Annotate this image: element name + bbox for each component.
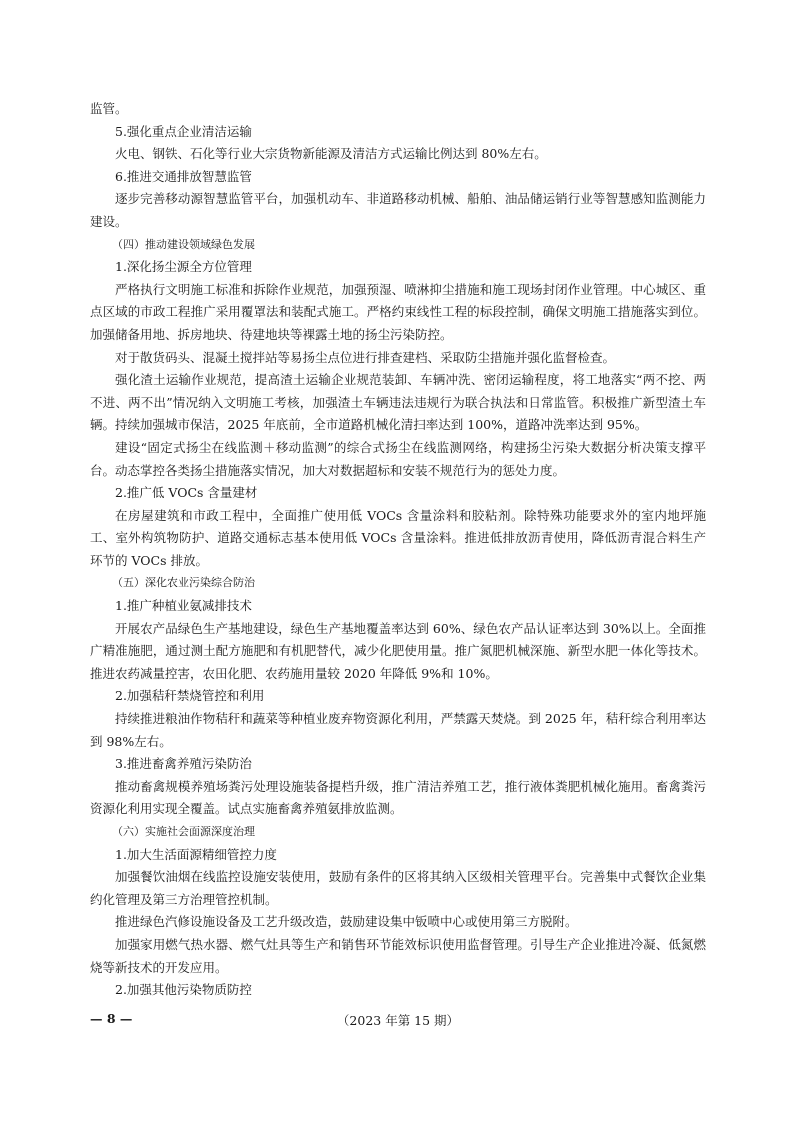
document-body (90, 98, 706, 1002)
paragraph: 强化渣土运输作业规范，提高渣土运输企业规范装卸、车辆冲洗、密闭运输程度，将工地落实“两不挖、两不进、两不出”情况纳入文明施工考核，加强渣土车辆违法违规行为联合执法和日常监管。积极推广新型渣土车辆。持续加强城市保洁，2025 年底前，全市道路机械化清扫率达到 100%，道路冲洗率达到 95%。 (90, 372, 706, 433)
item-heading: 1.深化扬尘源全方位管理 (115, 259, 252, 275)
item-heading: 3.推进畜禽养殖污染防治 (115, 756, 252, 772)
paragraph: 建设“固定式扬尘在线监测＋移动监测”的综合式扬尘在线监测网络，构建扬尘污染大数据分析决策支撑平台。动态掌控各类扬尘措施落实情况，加大对数据超标和安装不规范行为的惩处力度。 (90, 439, 706, 478)
page-number: — 8 — (90, 1011, 133, 1026)
item-heading: 5.强化重点企业清洁运输 (115, 123, 252, 139)
item-heading: 2.推广低 VOCs 含量建材 (115, 485, 258, 501)
paragraph: 开展农产品绿色生产基地建设，绿色生产基地覆盖率达到 60%、绿色农产品认证率达到 30%以上。全面推广精准施肥，通过测土配方施肥和有机肥替代，减少化肥使用量。推广氮肥机械深施、新型水肥一体化等技术。推进农药减量控害，农田化肥、农药施用量较 2020 年降低 9%和 10%。 (90, 620, 706, 681)
section-heading: （四）推动建设领域绿色发展 (112, 237, 255, 251)
item-heading: 2.加强其他污染物质防控 (115, 982, 252, 998)
issue-label: （2023 年第 15 期） (336, 1013, 460, 1028)
item-heading: 1.加大生活面源精细管控力度 (115, 846, 277, 862)
paragraph: 加强家用燃气热水器、燃气灶具等生产和销售环节能效标识使用监督管理。引导生产企业推进冷凝、低氮燃烧等新技术的开发应用。 (90, 936, 706, 975)
item-heading: 1.推广种植业氨减排技术 (115, 598, 252, 614)
section-heading: （六）实施社会面源深度治理 (112, 825, 255, 838)
paragraph-continuation: 监管。 (90, 101, 128, 116)
paragraph: 推动畜禽规模养殖场粪污处理设施装备提档升级，推广清洁养殖工艺，推行液体粪肥机械化施用。畜禽粪污资源化利用实现全覆盖。试点实施畜禽养殖氨排放监测。 (90, 778, 706, 817)
paragraph: 对于散货码头、混凝土搅拌站等易扬尘点位进行排查建档、采取防尘措施并强化监督检查。 (115, 349, 616, 365)
section-heading: （五）深化农业污染综合防治 (112, 576, 255, 590)
paragraph: 严格执行文明施工标准和拆除作业规范，加强预湿、喷淋抑尘措施和施工现场封闭作业管理。中心城区、重点区域的市政工程推广采用覆罩法和装配式施工。严格约束线性工程的标段控制，确保文明施工措施落实到位。加强储备用地、拆房地块、待建地块等裸露土地的扬尘污染防控。 (90, 281, 706, 342)
paragraph: 推进绿色汽修设施设备及工艺升级改造，鼓励建设集中钣喷中心或使用第三方脱附。 (115, 914, 578, 930)
paragraph: 加强餐饮油烟在线监控设施安装使用，鼓励有条件的区将其纳入区级相关管理平台。完善集中式餐饮企业集约化管理及第三方治理管控机制。 (90, 869, 706, 907)
paragraph: 持续推进粮油作物秸秆和蔬菜等种植业废弃物资源化利用，严禁露天焚烧。到 2025 年，秸秆综合利用率达到 98%左右。 (90, 711, 706, 749)
page-footer (90, 1011, 706, 1033)
paragraph: 逐步完善移动源智慧监管平台，加强机动车、非道路移动机械、船舶、油品储运销行业等智慧感知监测能力建设。 (90, 191, 706, 229)
paragraph: 火电、钢铁、石化等行业大宗货物新能源及清洁方式运输比例达到 80%左右。 (115, 146, 547, 162)
item-heading: 2.加强秸秆禁烧管控和利用 (115, 688, 265, 704)
item-heading: 6.推进交通排放智慧监管 (115, 168, 252, 184)
paragraph: 在房屋建筑和市政工程中，全面推广使用低 VOCs 含量涂料和胶粘剂。除特殊功能要求外的室内地坪施工、室外构筑物防护、道路交通标志基本使用低 VOCs 含量涂料。推进低排放沥青使用，降低沥青混合料生产环节的 VOCs 排放。 (90, 507, 706, 568)
